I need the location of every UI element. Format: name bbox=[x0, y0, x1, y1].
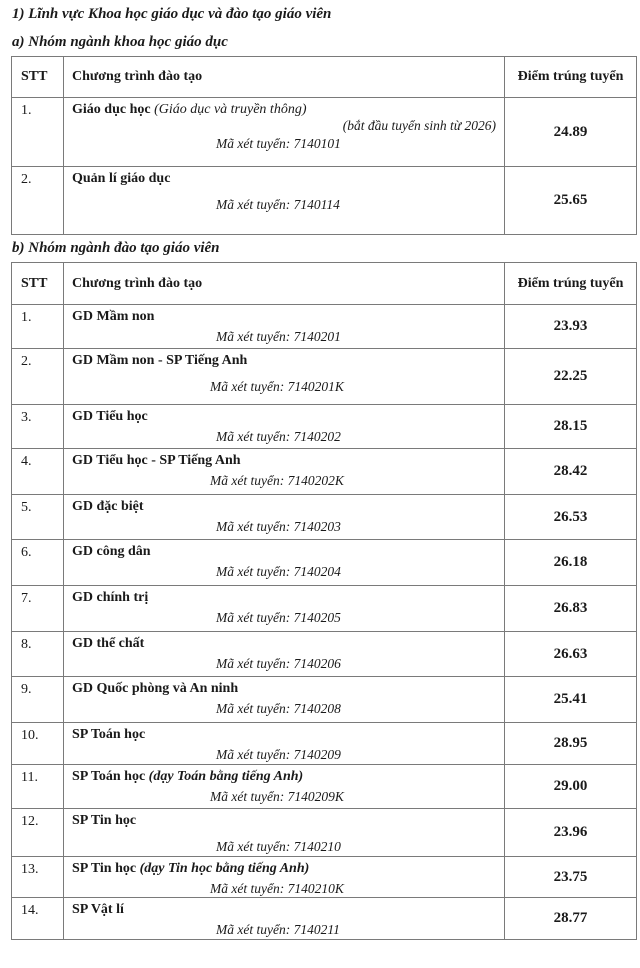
row-score: 26.53 bbox=[505, 495, 637, 540]
table-row bbox=[12, 405, 637, 449]
row-score: 28.42 bbox=[505, 449, 637, 495]
program-name: GD Mầm non bbox=[72, 309, 155, 324]
table-row bbox=[12, 495, 637, 540]
row-stt: 7. bbox=[12, 586, 64, 632]
program-code: Mã xét tuyển: 7140205 bbox=[216, 610, 341, 625]
row-stt: 5. bbox=[12, 495, 64, 540]
table-row bbox=[12, 632, 637, 677]
row-stt: 9. bbox=[12, 677, 64, 723]
section-b-title: b) Nhóm ngành đào tạo giáo viên bbox=[12, 240, 220, 256]
table-row bbox=[12, 305, 637, 349]
row-stt: 11. bbox=[12, 765, 64, 809]
program-code: Mã xét tuyển: 7140211 bbox=[216, 922, 340, 937]
row-stt: 2. bbox=[12, 349, 64, 405]
program-name: SP Toán học bbox=[72, 727, 146, 742]
table-row bbox=[12, 765, 637, 809]
row-stt: 8. bbox=[12, 632, 64, 677]
row-score: 22.25 bbox=[505, 349, 637, 405]
section-a-title: a) Nhóm ngành khoa học giáo dục bbox=[12, 34, 228, 50]
row-score: 26.63 bbox=[505, 632, 637, 677]
program-code: Mã xét tuyển: 7140202K bbox=[210, 473, 344, 488]
header-stt: STT bbox=[12, 263, 64, 305]
header-program: Chương trình đào tạo bbox=[64, 57, 505, 98]
table-row bbox=[12, 723, 637, 765]
row-stt: 6. bbox=[12, 540, 64, 586]
program-code: Mã xét tuyển: 7140202 bbox=[216, 429, 341, 444]
row-stt: 10. bbox=[12, 723, 64, 765]
header-program: Chương trình đào tạo bbox=[64, 263, 505, 305]
row-stt: 4. bbox=[12, 449, 64, 495]
program-code: Mã xét tuyển: 7140101 bbox=[216, 136, 341, 151]
program-code: Mã xét tuyển: 7140209K bbox=[210, 789, 344, 804]
program-code: Mã xét tuyển: 7140208 bbox=[216, 701, 341, 716]
program-name: GD Tiểu học bbox=[72, 409, 148, 424]
table-row bbox=[12, 677, 637, 723]
heading-field: 1) Lĩnh vực Khoa học giáo dục và đào tạo giáo viên bbox=[12, 6, 332, 22]
row-score: 24.89 bbox=[505, 98, 637, 167]
table-row bbox=[12, 98, 637, 167]
row-score: 29.00 bbox=[505, 765, 637, 809]
table-row bbox=[12, 349, 637, 405]
row-score: 25.65 bbox=[505, 167, 637, 235]
program-name: GD đặc biệt bbox=[72, 499, 144, 514]
table-row bbox=[12, 449, 637, 495]
program-suffix: (dạy Toán bằng tiếng Anh) bbox=[145, 769, 304, 784]
program-name: GD Mầm non - SP Tiếng Anh bbox=[72, 353, 248, 368]
program-code: Mã xét tuyển: 7140201K bbox=[210, 379, 344, 394]
program-suffix: (Giáo dục và truyền thông) bbox=[150, 102, 307, 117]
program-code: Mã xét tuyển: 7140204 bbox=[216, 564, 341, 579]
program-name: SP Vật lí bbox=[72, 902, 124, 917]
program-name: SP Tin học bbox=[72, 813, 137, 828]
row-score: 28.95 bbox=[505, 723, 637, 765]
header-score: Điểm trúng tuyển bbox=[505, 57, 637, 98]
row-score: 26.83 bbox=[505, 586, 637, 632]
row-stt: 3. bbox=[12, 405, 64, 449]
program-suffix: (dạy Tin học bằng tiếng Anh) bbox=[136, 861, 310, 876]
program-name: GD Tiểu học - SP Tiếng Anh bbox=[72, 453, 241, 468]
row-stt: 2. bbox=[12, 167, 64, 235]
table-row bbox=[12, 586, 637, 632]
program-code: Mã xét tuyển: 7140210 bbox=[216, 839, 341, 854]
row-stt: 13. bbox=[12, 857, 64, 898]
table-row bbox=[12, 540, 637, 586]
program-code: Mã xét tuyển: 7140201 bbox=[216, 329, 341, 344]
program-name: SP Toán học bbox=[72, 769, 146, 784]
program-name: Quản lí giáo dục bbox=[72, 171, 171, 186]
table-row bbox=[12, 898, 637, 940]
table-header bbox=[12, 57, 637, 98]
program-note: (bắt đầu tuyển sinh từ 2026) bbox=[342, 118, 496, 133]
row-score: 28.15 bbox=[505, 405, 637, 449]
row-score: 23.96 bbox=[505, 809, 637, 857]
row-stt: 12. bbox=[12, 809, 64, 857]
header-stt: STT bbox=[12, 57, 64, 98]
table-teacher-training bbox=[11, 262, 637, 940]
row-score: 23.93 bbox=[505, 305, 637, 349]
program-name: SP Tin học bbox=[72, 861, 137, 876]
header-score: Điểm trúng tuyển bbox=[505, 263, 637, 305]
program-code: Mã xét tuyển: 7140209 bbox=[216, 747, 341, 762]
program-name: Giáo dục học bbox=[72, 102, 151, 117]
table-row bbox=[12, 809, 637, 857]
program-code: Mã xét tuyển: 7140114 bbox=[216, 197, 340, 212]
table-row bbox=[12, 857, 637, 898]
program-name: GD chính trị bbox=[72, 590, 149, 605]
program-code: Mã xét tuyển: 7140210K bbox=[210, 881, 344, 896]
program-code: Mã xét tuyển: 7140203 bbox=[216, 519, 341, 534]
row-stt: 14. bbox=[12, 898, 64, 940]
row-stt: 1. bbox=[12, 305, 64, 349]
row-score: 23.75 bbox=[505, 857, 637, 898]
table-science-of-education bbox=[11, 56, 637, 235]
program-name: GD thể chất bbox=[72, 636, 145, 651]
row-stt: 1. bbox=[12, 98, 64, 167]
table-header bbox=[12, 263, 637, 305]
program-code: Mã xét tuyển: 7140206 bbox=[216, 656, 341, 671]
program-name: GD Quốc phòng và An ninh bbox=[72, 681, 239, 696]
row-score: 28.77 bbox=[505, 898, 637, 940]
program-name: GD công dân bbox=[72, 544, 151, 559]
table-row bbox=[12, 167, 637, 235]
row-score: 26.18 bbox=[505, 540, 637, 586]
row-score: 25.41 bbox=[505, 677, 637, 723]
